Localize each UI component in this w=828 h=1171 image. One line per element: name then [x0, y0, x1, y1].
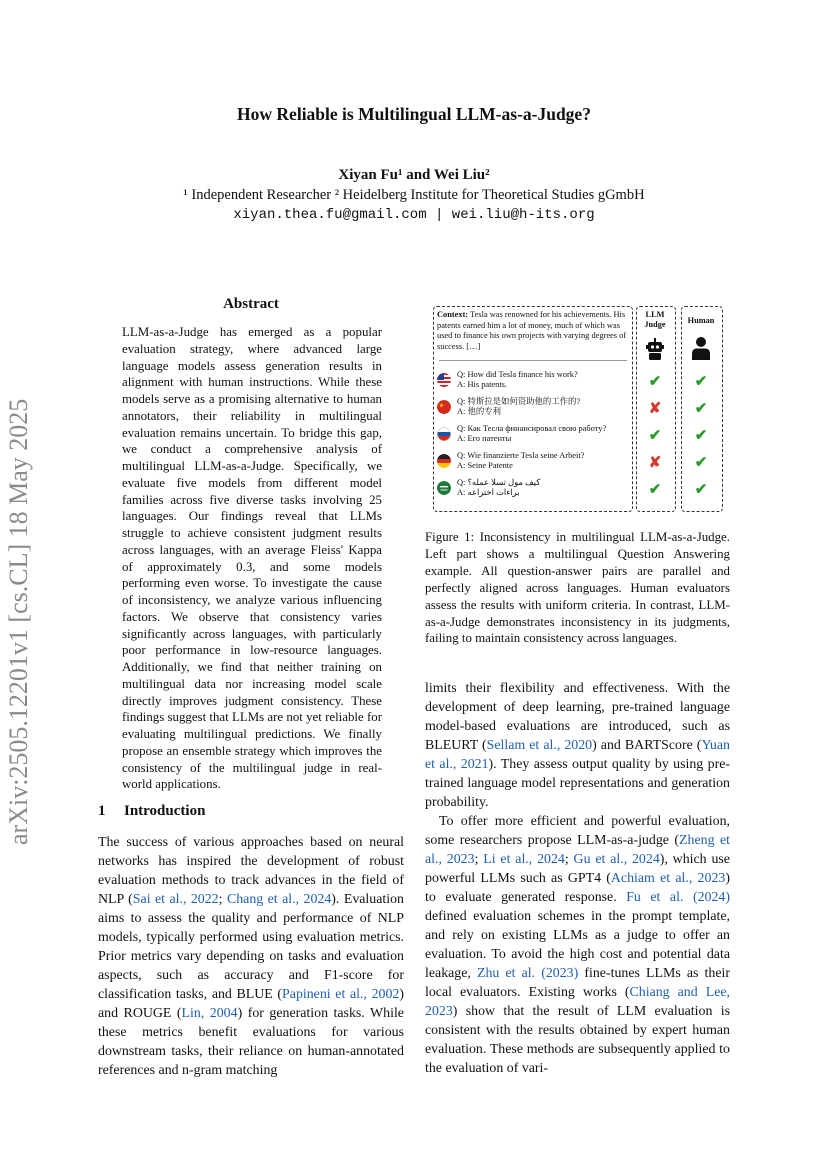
figure-caption: Figure 1: Inconsistency in multilingual LLM-as-a-Judge. Left part shows a multilingual Question Answering example. All question-answer pairs are parallel and perfectly aligned across languages. Human evaluators assess the results with uniform criteria. In contrast, LLM-as-a-Judge demonstrates inconsistency in its judgments, failing to maintain consistency across languages.: [425, 530, 730, 646]
citation-link[interactable]: Gu et al., 2024: [573, 852, 660, 867]
human-check-mark: ✔: [694, 455, 708, 471]
answer-text: A: براءات اختراعه: [457, 488, 520, 498]
paper-title: How Reliable is Multilingual LLM-as-a-Judge?: [237, 104, 591, 124]
llm-check-mark: ✔: [648, 428, 662, 444]
citation-link[interactable]: Yuan et al., 2021: [425, 738, 730, 772]
text-run: ) to evaluate generated response.: [425, 871, 730, 905]
text-run: ) for generation tasks. While these metrics benefit evaluations for various downstream tasks, their reliance on human-annotated references and n-gram matching: [98, 1006, 404, 1078]
text-run: defined evaluation schemes in the prompt template, and rely on existing LLMs as a judge to offer an evaluation. To avoid the high cost and potential data leakage,: [425, 909, 730, 981]
question-text: Q: Wie finanzierte Tesla seine Arbeit?: [457, 451, 585, 460]
text-run: The success of various approaches based on neural networks has inspired the development of robust evaluation methods to track advances in the field of NLP (: [98, 835, 404, 907]
china-flag-icon: [437, 400, 451, 414]
question-text: Q: How did Tesla finance his work?: [457, 370, 578, 379]
llm-check-mark: ✔: [648, 374, 662, 390]
question-text: Q: كيف مول تسلا عمله؟: [457, 478, 541, 487]
introduction-paragraph: [98, 833, 404, 1080]
human-column-header: Human: [687, 316, 715, 325]
llm-cross-mark: ✘: [648, 455, 662, 471]
text-run: ) show that the result of LLM evaluation is consistent with the results obtained by expert human evaluation. These methods are subsequently applied to the evaluation of vari-: [425, 1004, 730, 1076]
section-heading-introduction: [98, 803, 205, 820]
answer-text: A: Seine Patente: [457, 461, 513, 471]
text-run: fine-tunes LLMs as their local evaluators. Existing works (: [425, 966, 730, 1000]
figure-1: [433, 306, 723, 512]
abstract-text: LLM-as-a-Judge has emerged as a popular evaluation strategy, where advanced large language models assess generation results in alignment with human instructions. While these models serve as a promising alternative to human annotators, their reliability in multilingual evaluation remains uncertain. To bridge this gap, we conduct a comprehensive analysis of multilingual LLM-as-a-Judge. Specifically, we evaluate five models from different model families across five diverse tasks involving 25 languages. Our findings reveal that LLMs struggle to achieve consistent judgment results across languages, with an average Fleiss' Kappa of approximately 0.3, and some models performing even worse. To investigate the cause of inconsistency, we analyze various influencing factors. We observe that consistency varies significantly across languages, with particularly poor performance in low-resource languages. Additionally, we find that neither training on multilingual data nor increasing model scale directly improves judgment consistency. These findings suggest that LLMs are not yet reliable for evaluating multilingual predictions. We finally propose an ensemble strategy which improves the consistency of the multilingual judge in real-world applications.: [122, 325, 382, 792]
right-column-text: [425, 679, 730, 1078]
paragraph: [425, 812, 730, 1078]
citation-link[interactable]: Lin, 2004: [181, 1006, 238, 1021]
citation-link[interactable]: Li et al., 2024: [483, 852, 565, 867]
text-run: ;: [564, 852, 574, 867]
text-run: limits their flexibility and effectiveness. With the development of deep learning, pre-trained language model-based evaluations are introduced, such as BLEURT (: [425, 681, 730, 753]
paragraph: [425, 679, 730, 812]
citation-link[interactable]: Sellam et al., 2020: [486, 738, 593, 753]
citation-link[interactable]: Zhu et al. (2023): [477, 966, 579, 981]
llm-check-mark: ✔: [648, 482, 662, 498]
text-run: ), which use powerful LLMs such as GPT4 (: [425, 852, 730, 886]
affiliations: ¹ Independent Researcher ² Heidelberg Institute for Theoretical Studies gGmbH: [183, 187, 645, 203]
section-title: Introduction: [124, 803, 206, 819]
author-emails: xiyan.thea.fu@gmail.com | wei.liu@h-its.org: [233, 207, 595, 223]
russia-flag-icon: [437, 427, 451, 441]
llm-cross-mark: ✘: [648, 401, 662, 417]
text-run: ). Evaluation aims to assess the quality and performance of NLP models, typically performed using evaluation metrics. Prior metrics vary depending on tasks and evaluation aspects, such as accuracy and F1-score for classification tasks, and BLUE (: [98, 892, 405, 1002]
divider: [439, 360, 627, 361]
context-text: Tesla was renowned for his achievements. His patents earned him a lot of money, much of which was used to finance his own projects with varying degrees of success. […]: [437, 310, 627, 351]
text-run: ;: [474, 852, 484, 867]
author-line: Xiyan Fu¹ and Wei Liu²: [338, 167, 490, 183]
citation-link[interactable]: Papineni et al., 2002: [282, 987, 400, 1002]
answer-text: A: His patents.: [457, 380, 508, 390]
human-check-mark: ✔: [694, 482, 708, 498]
text-run: ). They assess output quality by using pre-trained language model representations and generation probability.: [425, 757, 730, 810]
text-run: ) and ROUGE (: [98, 987, 404, 1021]
text-run: ;: [218, 892, 227, 907]
citation-link[interactable]: Sai et al., 2022: [132, 892, 219, 907]
context-label: Context:: [437, 310, 469, 319]
section-number: 1: [98, 803, 106, 819]
human-check-mark: ✔: [694, 428, 708, 444]
llm-judge-column-header: LLM Judge: [644, 310, 666, 329]
answer-text: A: Его патенты: [457, 434, 512, 444]
answer-text: A: 他的专利: [457, 407, 501, 417]
question-text: Q: Как Тесла финансировал свою работу?: [457, 424, 607, 433]
saudi-flag-icon: [437, 481, 451, 495]
citation-link[interactable]: Achiam et al., 2023: [610, 871, 726, 886]
usa-flag-icon: [437, 373, 451, 387]
context-passage: [437, 310, 627, 352]
robot-icon: [645, 338, 665, 360]
human-check-mark: ✔: [694, 374, 708, 390]
citation-link[interactable]: Chang et al., 2024: [226, 892, 332, 907]
citation-link[interactable]: Chiang and Lee, 2023: [425, 985, 730, 1019]
question-text: Q: 特斯拉是如何资助他的工作的?: [457, 397, 581, 406]
arxiv-stamp: arXiv:2505.12201v1 [cs.CL] 18 May 2025: [4, 398, 33, 845]
citation-link[interactable]: Fu et al. (2024): [626, 890, 730, 905]
human-check-mark: ✔: [694, 401, 708, 417]
text-run: To offer more efficient and powerful evaluation, some researchers propose LLM-as-a-judge (: [425, 814, 730, 848]
abstract-heading: Abstract: [223, 296, 279, 312]
text-run: ) and BARTScore (: [592, 738, 702, 753]
person-icon: [691, 336, 711, 360]
citation-link[interactable]: Zheng et al., 2023: [425, 833, 731, 867]
germany-flag-icon: [437, 454, 451, 468]
